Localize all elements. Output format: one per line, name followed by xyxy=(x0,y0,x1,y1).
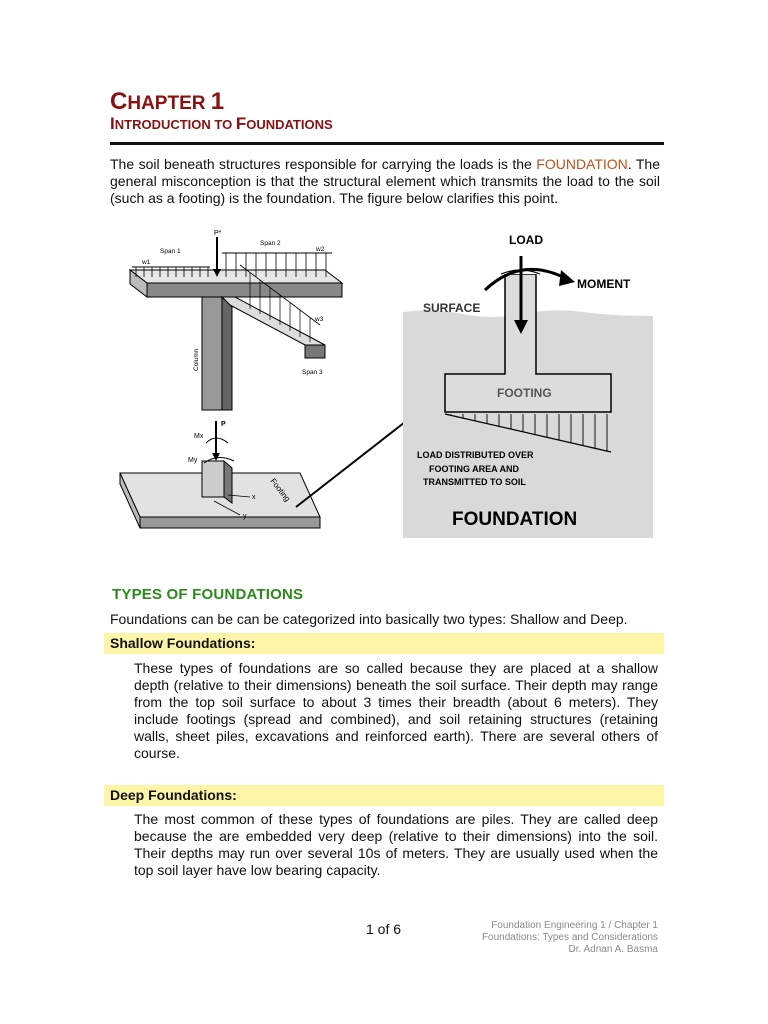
footer-line-3: Dr. Adnan A. Basma xyxy=(568,944,658,955)
label-y: y xyxy=(243,513,247,520)
label-distributed-2: FOOTING AREA AND xyxy=(429,464,519,474)
label-distributed-3: TRANSMITTED TO SOIL xyxy=(423,477,526,487)
deep-title: Deep Foundations: xyxy=(104,785,664,806)
label-my: My xyxy=(188,457,198,464)
label-column: Column xyxy=(193,348,200,371)
label-surface: SURFACE xyxy=(423,301,481,315)
chapter-title: CHAPTER 1 xyxy=(110,88,225,115)
label-moment: MOMENT xyxy=(577,277,631,291)
label-p-star: P* xyxy=(214,230,222,237)
label-foundation: FOUNDATION xyxy=(452,509,578,530)
label-p: P xyxy=(221,421,226,428)
foundation-highlight: FOUNDATION xyxy=(536,156,628,172)
foundation-figure xyxy=(403,228,653,540)
label-span1: Span 1 xyxy=(160,248,181,255)
label-footing-diag: Footing xyxy=(268,476,292,504)
footer-info xyxy=(482,920,658,956)
label-mx: Mx xyxy=(194,433,204,440)
label-w3: w3 xyxy=(315,316,324,323)
label-load: LOAD xyxy=(509,233,543,247)
footer-line-2: Foundations: Types and Considerations xyxy=(481,932,658,943)
label-x: x xyxy=(252,494,256,501)
heading-rule xyxy=(110,142,664,145)
footer-line-1: Foundation Engineering 1 / Chapter 1 xyxy=(491,920,658,931)
label-distributed-1: LOAD DISTRIBUTED OVER xyxy=(417,450,534,460)
page-number: 1 of 6 xyxy=(366,921,402,937)
label-footing: FOOTING xyxy=(497,386,552,400)
label-w2: w2 xyxy=(316,246,325,253)
types-intro: Foundations can be can be categorized into basically two types: Shallow and Deep. xyxy=(110,611,628,627)
shallow-paragraph: These types of foundations are so called because they are placed at a shallow depth (relative to their dimensions) beneath the soil surface. Their depth may range from the top soil surface to about 3 times their breadth (about 6 meters). They include footings (spread and combined), and soil retaining structures (retaining walls, sheet piles, excavations and reinforced earth). There are several others of course. xyxy=(134,660,658,761)
types-heading: TYPES OF FOUNDATIONS xyxy=(112,586,304,603)
intro-paragraph: The soil beneath structures responsible for carrying the loads is the FOUNDATION. The general misconception is that the structural element which transmits the load to the soil (such as a footing) is the foundation. The figure below clarifies this point. xyxy=(110,156,660,206)
chapter-subtitle: INTRODUCTION TO FOUNDATIONS xyxy=(110,114,333,133)
label-span3: Span 3 xyxy=(302,369,323,376)
label-w1: w1 xyxy=(142,259,151,266)
label-span2: Span 2 xyxy=(260,240,281,247)
shallow-title: Shallow Foundations: xyxy=(104,633,664,654)
deep-paragraph: The most common of these types of foundations are piles. They are called deep because the are embedded very deep (relative to their dimensions) into the soil. Their depths may run over several 10s of meters. They are usually used when the top soil layer have low bearing capacity. xyxy=(134,811,658,878)
